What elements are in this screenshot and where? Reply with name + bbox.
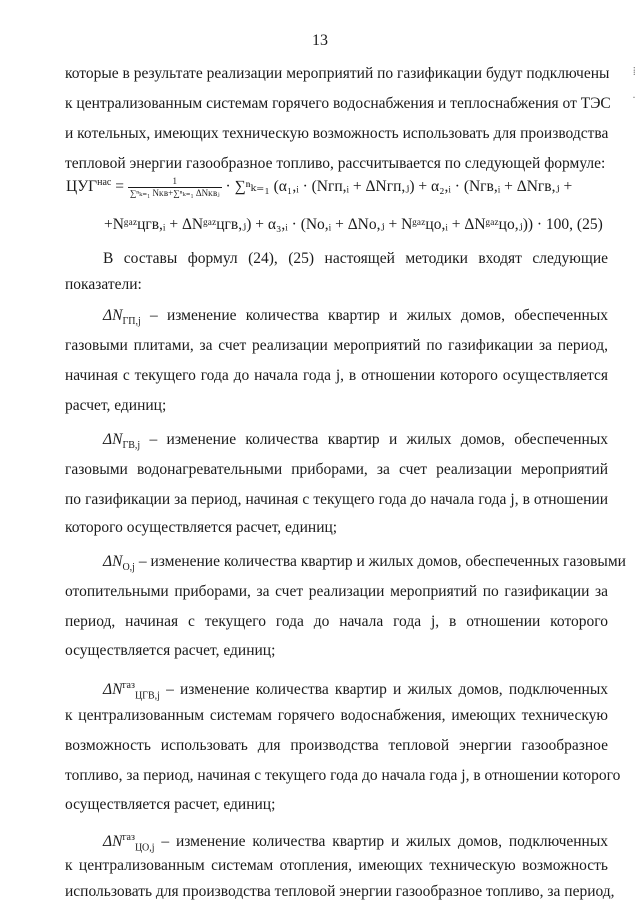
- paragraph-line: которые в результате реализации мероприятий по газификации будут подключены: [65, 65, 610, 82]
- symbol-sub: ЦГВ,j: [134, 690, 160, 702]
- definition-text: – изменение количества квартир и жилых домов, обеспеченных: [140, 307, 608, 324]
- definition-text: – изменение количества квартир и жилых домов, подключенных: [159, 681, 608, 699]
- symbol-sub: О,j: [122, 562, 135, 574]
- symbol-sup: газ: [122, 680, 135, 691]
- definition-text: – изменение количества квартир и жилых домов, подключенных: [154, 833, 608, 851]
- definition-o-line: отопительными приборами, за счет реализации мероприятий по газификации за: [65, 583, 608, 600]
- definition-gp-line: расчет, единиц;: [65, 397, 167, 414]
- intro-line: показатели:: [65, 276, 142, 293]
- definition-gv-line: газовыми водонагревательными приборами, за счет реализации мероприятий: [65, 461, 608, 478]
- paragraph-line: к централизованным системам горячего водоснабжения и теплоснабжения от ТЭС: [65, 95, 611, 112]
- intro-line: В составы формул (24), (25) настоящей методики входят следующие: [103, 250, 608, 267]
- margin-mark: ⁞: [632, 64, 636, 78]
- margin-mark: ·: [632, 90, 636, 104]
- definition-co-line: использовать для производства тепловой энергии газообразное топливо, за период,: [65, 883, 615, 900]
- definition-gv-line: по газификации за период, начиная с текущего года до начала года j, в отношении: [65, 491, 608, 508]
- paragraph-line: тепловой энергии газообразное топливо, рассчитывается по следующей формуле:: [65, 155, 606, 172]
- fraction-denominator: ∑ⁿₖ₌₁ Nᴋʙ+∑ⁿₖ₌₁ ΔNᴋʙⱼ: [129, 188, 220, 198]
- symbol-sub: ГВ,j: [122, 440, 141, 452]
- page-number: 13: [312, 32, 328, 49]
- definition-co-line: к централизованным системам отопления, имеющих техническую возможность: [65, 857, 608, 874]
- formula-lhs-sup: нас: [97, 176, 112, 188]
- definition-gv-line: [103, 430, 608, 456]
- fraction-numerator: 1: [128, 176, 222, 188]
- definition-o-line: [103, 552, 626, 578]
- definition-gv-line: которого осуществляется расчет, единиц;: [65, 519, 338, 536]
- symbol-sup: газ: [122, 832, 135, 843]
- definition-cgv-line: [103, 676, 608, 706]
- definition-gp-line: газовыми плитами, за счет реализации мероприятий по газификации за период,: [65, 337, 608, 354]
- formula-line-1: $ЦУГ^{нас}$ = $\frac{1}{\text{∑ⁿₖ₌₁ Nᴋʙ+∑ⁿₖ₌₁ ΔNᴋʙⱼ}}$ · ∑ⁿₖ₌₁ (α₁,ᵢ · (Nгп,ᵢ + ΔNгп,ⱼ) + α₂,ᵢ · (Nгв,ᵢ + ΔNгв,ⱼ +: [66, 176, 573, 198]
- formula-line1-rest: · ∑ⁿₖ₌₁ (α₁,ᵢ · (Nгп,ᵢ + ΔNгп,ⱼ) + α₂,ᵢ · (Nгв,ᵢ + ΔNгв,ⱼ +: [225, 178, 573, 196]
- symbol: ΔN: [103, 431, 123, 448]
- symbol: ΔN: [103, 553, 123, 570]
- formula-fraction: [128, 176, 222, 199]
- definition-text: – изменение количества квартир и жилых домов, обеспеченных: [140, 431, 608, 448]
- definition-cgv-line: возможность использовать для производства тепловой энергии газообразное: [65, 737, 608, 754]
- definition-cgv-line: осуществляется расчет, единиц;: [65, 796, 276, 813]
- definition-gp-line: [103, 306, 608, 332]
- symbol: ΔN: [103, 307, 123, 324]
- formula-line-2: +Nᵍᵃᶻцгв,ᵢ + ΔNᵍᵃᶻцгв,ⱼ) + α₃,ᵢ · (Nо,ᵢ + ΔNо,ⱼ + Nᵍᵃᶻцо,ᵢ + ΔNᵍᵃᶻцо,ⱼ)) · 100, (25): [104, 216, 603, 233]
- definition-text: – изменение количества квартир и жилых домов, обеспеченных газовыми: [134, 553, 626, 570]
- symbol-sub: ЦО,j: [134, 842, 155, 854]
- symbol: ΔN: [103, 833, 123, 851]
- paragraph-line: и котельных, имеющих техническую возможность использовать для производства: [65, 125, 609, 142]
- definition-co-line: [103, 828, 608, 858]
- definition-cgv-line: топливо, за период, начиная с текущего года до начала года j, в отношении которого: [65, 767, 621, 784]
- definition-gp-line: начиная с текущего года до начала года j, в отношении которого осуществляется: [65, 367, 608, 384]
- formula-lhs: ЦУГ: [66, 178, 98, 196]
- definition-o-line: период, начиная с текущего года до начала года j, в отношении которого: [65, 613, 608, 630]
- definition-cgv-line: к централизованным системам горячего водоснабжения, имеющих техническую: [65, 707, 608, 724]
- symbol: ΔN: [103, 681, 123, 699]
- definition-o-line: осуществляется расчет, единиц;: [65, 642, 276, 659]
- symbol-sub: ГП,j: [122, 316, 141, 328]
